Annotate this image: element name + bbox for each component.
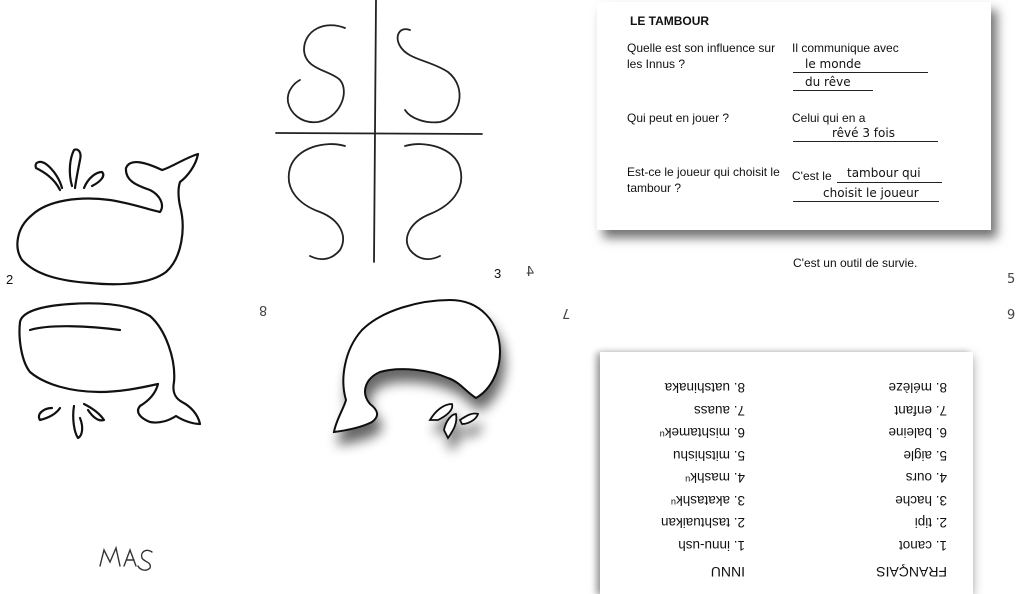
answer-3-line-2 — [793, 201, 939, 202]
answer-3-prefix: C'est le — [792, 169, 832, 183]
vocab-innu-4: 4. mashkᵘ — [685, 470, 745, 486]
vocab-innu-1: 1. innu-ush — [678, 538, 745, 553]
whale-drawing-inverted — [19, 303, 200, 438]
question-3: Est-ce le joueur qui choisit le tambour ? — [627, 165, 780, 195]
vocab-innu-5: 5. mitshishu — [672, 448, 745, 463]
page-number-4: 4 — [526, 265, 535, 280]
answer-1-line-2 — [793, 90, 873, 91]
question-1: Quelle est son influence sur les Innus ? — [627, 41, 776, 71]
page-number-8: 8 — [259, 302, 268, 317]
answer-1-fill-2: du rêve — [805, 75, 851, 89]
vocab-fr-3: 3. hache — [895, 493, 947, 508]
page-number-6: 6 — [1007, 305, 1016, 320]
answer-3-line-1 — [837, 182, 942, 183]
answer-1-prefix: Il communique avec — [792, 41, 899, 55]
answer-1-fill-1: le monde — [805, 57, 862, 71]
whale-drawing-shadowed — [334, 300, 500, 438]
vocabulary-col-innu — [660, 376, 745, 580]
question-2: Qui peut en jouer ? — [627, 111, 730, 125]
signature — [100, 548, 152, 570]
whale-drawing-top — [17, 149, 198, 284]
answer-2-prefix: Celui qui en a — [792, 111, 866, 125]
vocab-fr-1: 1. canot — [898, 538, 947, 553]
vocab-fr-8: 8. mélèze — [888, 380, 947, 396]
vocab-innu-3: 3. akatashkᵘ — [670, 493, 745, 508]
page-number-2: 2 — [6, 272, 14, 287]
vocab-fr-7: 7. enfant — [894, 403, 947, 418]
header-francais: FRANÇAIS — [876, 564, 947, 580]
cross-s-drawing — [276, 0, 482, 262]
vocab-innu-6: 6. mishtamekᵘ — [659, 425, 745, 441]
tambour-caption: C'est un outil de survie. — [793, 256, 918, 270]
vocabulary-card — [600, 352, 973, 594]
page-number-3: 3 — [494, 266, 502, 281]
tambour-card — [597, 2, 991, 230]
vocabulary-col-fr — [876, 376, 947, 580]
answer-3-fill-1: tambour qui — [847, 166, 921, 180]
answer-3-fill-2: choisit le joueur — [823, 186, 919, 200]
answer-1-line-1 — [793, 72, 928, 73]
page-number-7: 7 — [562, 305, 571, 320]
tambour-title: LE TAMBOUR — [630, 14, 710, 28]
vocab-fr-2: 2. tipi — [914, 515, 947, 531]
header-innu: INNU — [710, 564, 745, 580]
vocab-innu-2: 2. tashtuaikan — [660, 515, 745, 531]
vocab-innu-7: 7. auass — [693, 403, 745, 418]
page-number-5: 5 — [1007, 272, 1016, 287]
vocab-innu-8: 8. uatshinaka — [664, 380, 745, 396]
vocab-fr-5: 5. aigle — [903, 448, 947, 463]
answer-2-fill-1: rêvé 3 fois — [832, 126, 895, 140]
answer-2-line-1 — [793, 141, 938, 142]
vocab-fr-4: 4. ours — [905, 470, 947, 486]
vocab-fr-6: 6. baleine — [888, 425, 947, 441]
